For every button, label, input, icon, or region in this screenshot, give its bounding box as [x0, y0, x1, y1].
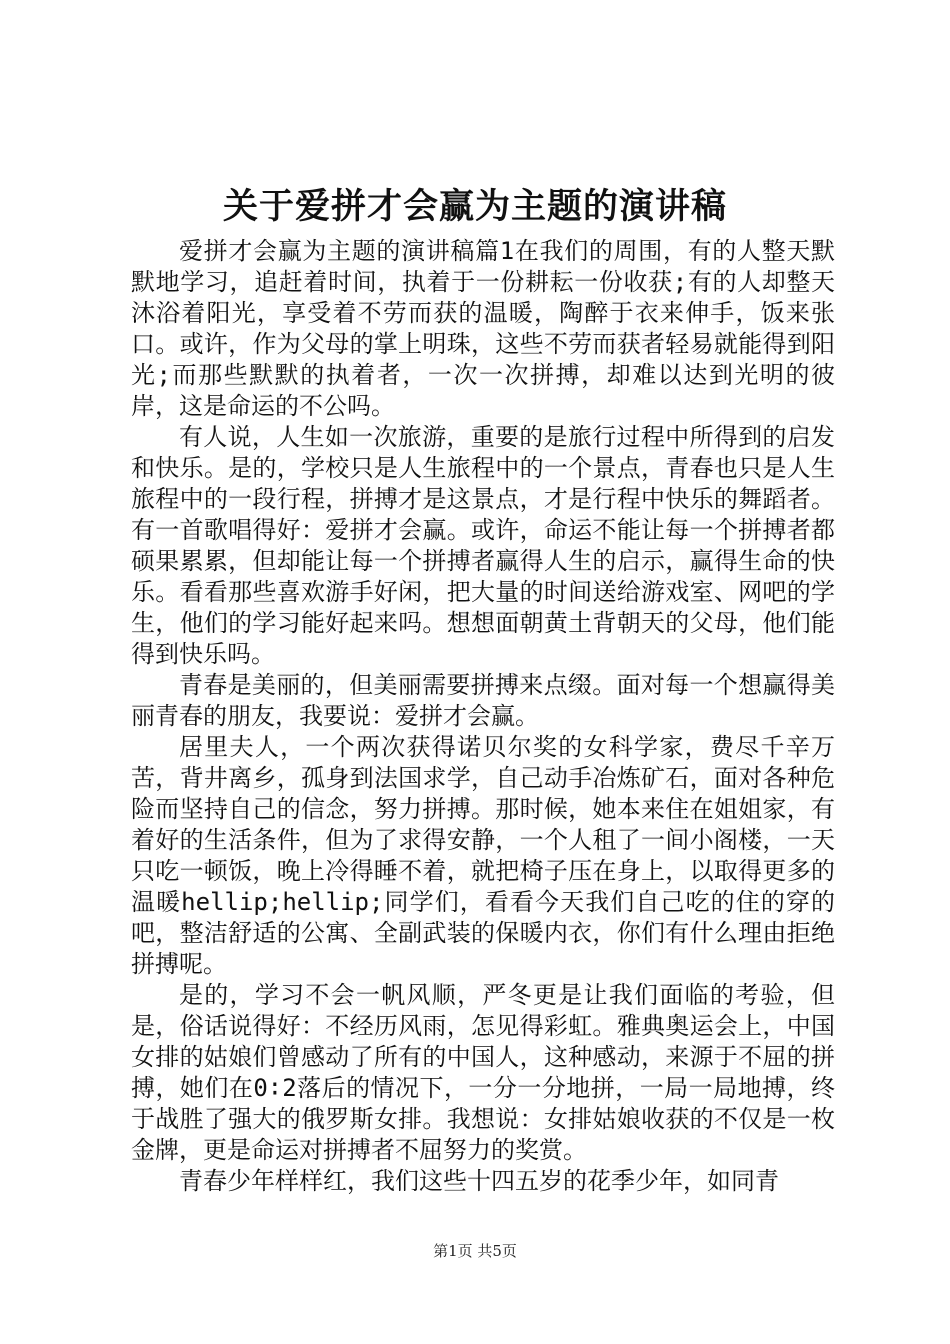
paragraph-5: 是的，学习不会一帆风顺，严冬更是让我们面临的考验，但是，俗话说得好：不经历风雨，怎见得彩虹。雅典奥运会上，中国女排的姑娘们曾感动了所有的中国人，这种感动，来源于不屈的拼搏，她们在0∶2落后的情况下，一分一分地拼，一局一局地搏，终于战胜了强大的俄罗斯女排。我想说：女排姑娘收获的不仅是一枚金牌，更是命运对拼搏者不屈努力的奖赏。: [131, 981, 835, 1164]
paragraph-2: 有人说，人生如一次旅游，重要的是旅行过程中所得到的启发和快乐。是的，学校只是人生旅程中的一个景点，青春也只是人生旅程中的一段行程，拼搏才是这景点，才是行程中快乐的舞蹈者。有一首歌唱得好：爱拼才会赢。或许，命运不能让每一个拼搏者都硕果累累，但却能让每一个拼搏者赢得人生的启示，赢得生命的快乐。看看那些喜欢游手好闲，把大量的时间送给游戏室、网吧的学生，他们的学习能好起来吗。想想面朝黄土背朝天的父母，他们能得到快乐吗。: [131, 423, 835, 668]
paragraph-4: 居里夫人，一个两次获得诺贝尔奖的女科学家，费尽千辛万苦，背井离乡，孤身到法国求学，自己动手冶炼矿石，面对各种危险而坚持自己的信念，努力拼搏。那时候，她本来住在姐姐家，有着好的生活条件，但为了求得安静，一个人租了一间小阁楼，一天只吃一顿饭，晚上冷得睡不着，就把椅子压在身上，以取得更多的温暖hellip;hellip;同学们，看看今天我们自己吃的住的穿的吧，整洁舒适的公寓、全副武装的保暖内衣，你们有什么理由拒绝拼搏呢。: [131, 733, 835, 978]
page-footer: 第1页 共5页: [433, 1242, 517, 1260]
paragraph-3: 青春是美丽的，但美丽需要拼搏来点缀。面对每一个想赢得美丽青春的朋友，我要说：爱拼才会赢。: [131, 671, 835, 730]
paragraph-6: 青春少年样样红，我们这些十四五岁的花季少年，如同青: [179, 1167, 779, 1195]
paragraph-1: 爱拼才会赢为主题的演讲稿篇1在我们的周围，有的人整天默默地学习，追赶着时间，执着于一份耕耘一份收获;有的人却整天沐浴着阳光，享受着不劳而获的温暖，陶醉于衣来伸手，饭来张口。或许，作为父母的掌上明珠，这些不劳而获者轻易就能得到阳光;而那些默默的执着者，一次一次拼搏，却难以达到光明的彼岸，这是命运的不公吗。: [131, 237, 835, 420]
document-body: [131, 236, 835, 1197]
document-title: 关于爱拼才会赢为主题的演讲稿: [222, 186, 727, 227]
